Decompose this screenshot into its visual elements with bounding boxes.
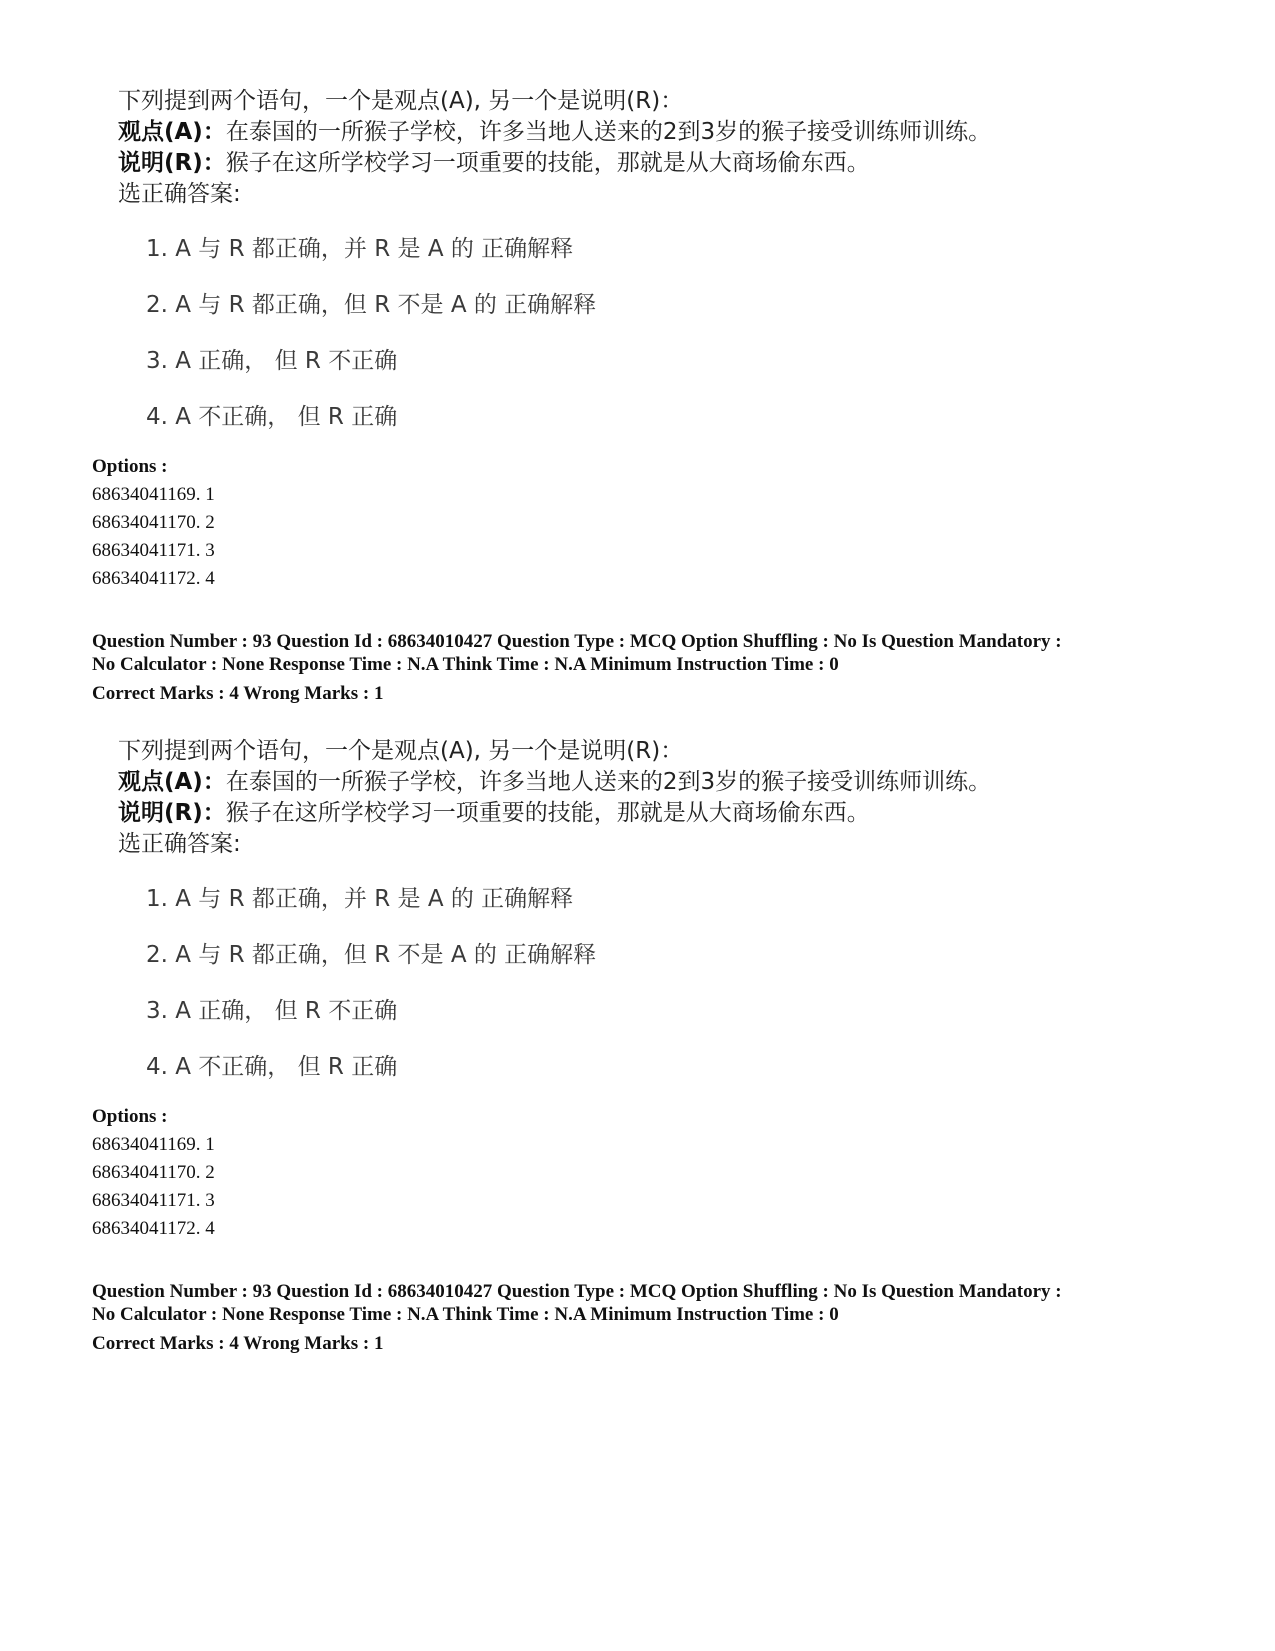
question-prompt: 选正确答案: bbox=[118, 831, 241, 857]
question-marks: Correct Marks : 4 Wrong Marks : 1 bbox=[92, 683, 384, 704]
option-item: 68634041170. 2 bbox=[92, 512, 215, 533]
question-intro: 下列提到两个语句，一个是观点(A), 另一个是说明(R)： bbox=[118, 88, 684, 114]
assertion-line bbox=[118, 113, 991, 146]
question-marks: Correct Marks : 4 Wrong Marks : 1 bbox=[92, 1333, 384, 1354]
reason-label: 说明(R)： bbox=[118, 150, 226, 176]
choice-1: 1. A 与 R 都正确，并 R 是 A 的 正确解释 bbox=[146, 236, 574, 262]
option-item: 68634041170. 2 bbox=[92, 1162, 215, 1183]
choice-2: 2. A 与 R 都正确，但 R 不是 A 的 正确解释 bbox=[146, 292, 597, 318]
reason-label: 说明(R)： bbox=[118, 800, 226, 826]
option-item: 68634041172. 4 bbox=[92, 1218, 215, 1239]
choice-1: 1. A 与 R 都正确，并 R 是 A 的 正确解释 bbox=[146, 886, 574, 912]
reason-line bbox=[118, 144, 870, 177]
assertion-label: 观点(A)： bbox=[118, 769, 226, 795]
choice-3: 3. A 正确， 但 R 不正确 bbox=[146, 348, 398, 374]
assertion-line bbox=[118, 763, 991, 796]
assertion-label: 观点(A)： bbox=[118, 119, 226, 145]
reason-text: 猴子在这所学校学习一项重要的技能，那就是从大商场偷东西。 bbox=[225, 150, 870, 176]
question-prompt: 选正确答案: bbox=[118, 181, 241, 207]
options-heading: Options : bbox=[92, 1106, 168, 1127]
choice-2: 2. A 与 R 都正确，但 R 不是 A 的 正确解释 bbox=[146, 942, 597, 968]
question-meta-line-1: Question Number : 93 Question Id : 68634010427 Question Type : MCQ Option Shuffling : No Is Question Mandatory : bbox=[92, 1281, 1062, 1302]
assertion-text: 在泰国的一所猴子学校，许多当地人送来的2到3岁的猴子接受训练师训练。 bbox=[225, 119, 992, 145]
option-item: 68634041171. 3 bbox=[92, 1190, 215, 1211]
question-meta-line-2: No Calculator : None Response Time : N.A Think Time : N.A Minimum Instruction Time : 0 bbox=[92, 1304, 839, 1325]
assertion-text: 在泰国的一所猴子学校，许多当地人送来的2到3岁的猴子接受训练师训练。 bbox=[225, 769, 992, 795]
choice-4: 4. A 不正确， 但 R 正确 bbox=[146, 404, 398, 430]
question-intro: 下列提到两个语句，一个是观点(A), 另一个是说明(R)： bbox=[118, 738, 684, 764]
option-item: 68634041172. 4 bbox=[92, 568, 215, 589]
option-item: 68634041171. 3 bbox=[92, 540, 215, 561]
reason-text: 猴子在这所学校学习一项重要的技能，那就是从大商场偷东西。 bbox=[225, 800, 870, 826]
question-meta-line-1: Question Number : 93 Question Id : 68634010427 Question Type : MCQ Option Shuffling : No Is Question Mandatory : bbox=[92, 631, 1062, 652]
question-meta-line-2: No Calculator : None Response Time : N.A Think Time : N.A Minimum Instruction Time : 0 bbox=[92, 654, 839, 675]
choice-4: 4. A 不正确， 但 R 正确 bbox=[146, 1054, 398, 1080]
option-item: 68634041169. 1 bbox=[92, 1134, 215, 1155]
options-heading: Options : bbox=[92, 456, 168, 477]
option-item: 68634041169. 1 bbox=[92, 484, 215, 505]
choice-3: 3. A 正确， 但 R 不正确 bbox=[146, 998, 398, 1024]
reason-line bbox=[118, 794, 870, 827]
